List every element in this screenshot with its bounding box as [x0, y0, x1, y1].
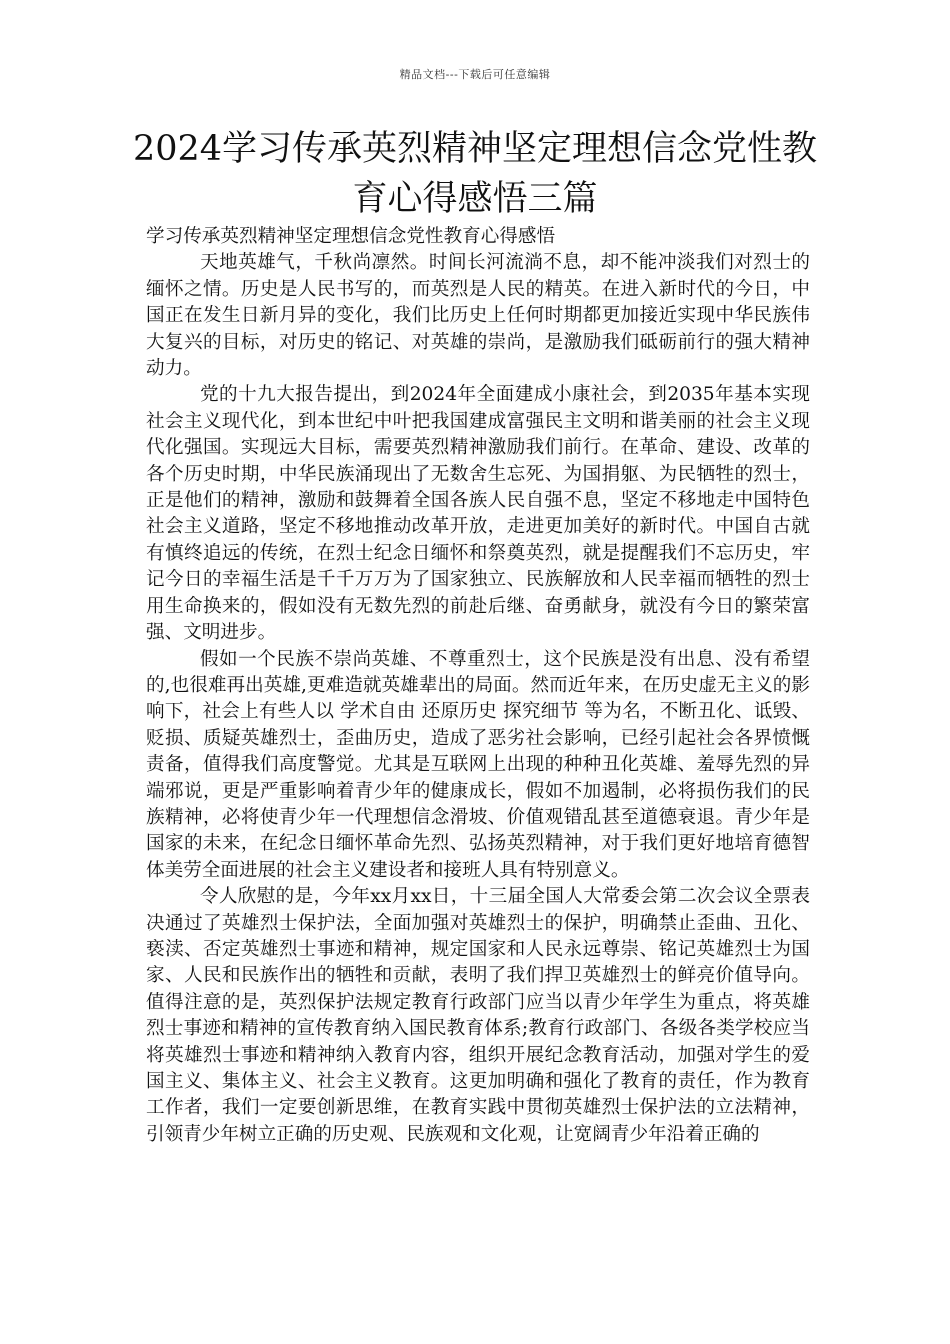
paragraph: 党的十九大报告提出，到2024年全面建成小康社会，到2035年基本实现社会主义现代化，到本世纪中叶把我国建成富强民主文明和谐美丽的社会主义现代化强国。实现远大目标，需要英烈精神激励我们前行。在革命、建设、改革的各个历史时期，中华民族涌现出了无数舍生忘死、为国捐躯、为民牺牲的烈士，正是他们的精神，激励和鼓舞着全国各族人民自强不息，坚定不移地走中国特色社会主义道路，坚定不移地推动改革开放，走进更加美好的新时代。中国自古就有慎终追远的传统，在烈士纪念日缅怀和祭奠英烈，就是提醒我们不忘历史，牢记今日的幸福生活是千千万万为了国家独立、民族解放和人民幸福而牺牲的烈士用生命换来的，假如没有无数先烈的前赴后继、奋勇献身，就没有今日的繁荣富强、文明进步。 — [146, 384, 810, 644]
paragraph: 假如一个民族不崇尚英雄、不尊重烈士，这个民族是没有出息、没有希望的,也很难再出英雄,更难造就英雄辈出的局面。然而近年来，在历史虚无主义的影响下，社会上有些人以 学术自由 还原历史 探究细节 等为名，不断丑化、诋毁、贬损、质疑英雄烈士，歪曲历史，造成了恶劣社会影响，已经引起社会各界愤慨责备，值得我们高度警觉。尤其是互联网上出现的种种丑化英雄、羞辱先烈的异端邪说，更是严重影响着青少年的健康成长，假如不加遏制，必将损伤我们的民族精神，必将使青少年一代理想信念滑坡、价值观错乱甚至道德衰退。青少年是国家的未来，在纪念日缅怀革命先烈、弘扬英烈精神，对于我们更好地培育德智体美劳全面进展的社会主义建设者和接班人具有特别意义。 — [146, 648, 810, 881]
paragraph: 天地英雄气，千秋尚凛然。时间长河流淌不息，却不能冲淡我们对烈士的缅怀之情。历史是人民书写的，而英烈是人民的精英。在进入新时代的今日，中国正在发生日新月异的变化，我们比历史上任何时期都更加接近实现中华民族伟大复兴的目标，对历史的铭记、对英雄的崇尚，是激励我们砥砺前行的强大精神动力。 — [146, 252, 810, 380]
document-subtitle: 学习传承英烈精神坚定理想信念党性教育心得感悟 — [146, 226, 556, 247]
paragraph: 令人欣慰的是，今年xx月xx日，十三届全国人大常委会第二次会议全票表决通过了英雄烈士保护法，全面加强对英雄烈士的保护，明确禁止歪曲、丑化、亵渎、否定英雄烈士事迹和精神，规定国家和人民永远尊崇、铭记英雄烈士为国家、人民和民族作出的牺牲和贡献，表明了我们捍卫英雄烈士的鲜亮价值导向。值得注意的是，英烈保护法规定教育行政部门应当以青少年学生为重点，将英雄烈士事迹和精神的宣传教育纳入国民教育体系;教育行政部门、各级各类学校应当将英雄烈士事迹和精神纳入教育内容，组织开展纪念教育活动，加强对学生的爱国主义、集体主义、社会主义教育。这更加明确和强化了教育的责任，作为教育工作者，我们一定要创新思维，在教育实践中贯彻英雄烈士保护法的立法精神，引领青少年树立正确的历史观、民族观和文化观，让宽阔青少年沿着正确的 — [146, 886, 810, 1145]
document-title: 2024学习传承英烈精神坚定理想信念党性教育心得感悟三篇 — [132, 129, 818, 219]
document-body — [146, 224, 810, 1148]
header-note: 精品文档---下载后可任意编辑 — [399, 68, 551, 81]
